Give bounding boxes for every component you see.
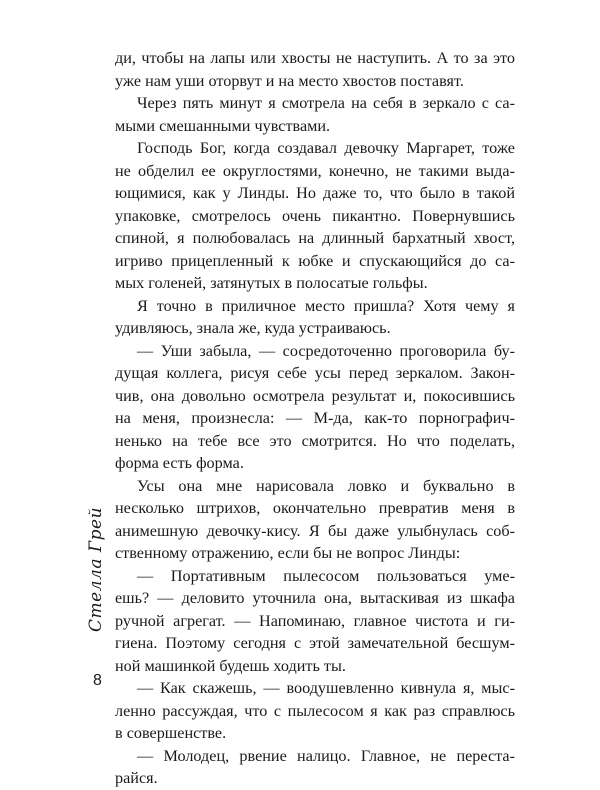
body-text	[115, 47, 515, 790]
text-line: анимешную девочку-кису. Я бы даже улыбнулась соб-	[115, 521, 515, 540]
page-number: 8	[93, 672, 102, 689]
text-line: не обделил ее округлостями, конечно, не такими выда-	[115, 161, 515, 180]
text-line: на меня, произнесла: — М-да, как-то порнографич-	[115, 409, 515, 427]
text-line: ешь? — деловито уточнила она, вытаскивая из шкафа	[115, 589, 515, 607]
text-line: игриво прицепленный к юбке и спускающийся до са-	[115, 251, 515, 270]
text-line: райся.	[115, 769, 158, 787]
text-line: — Как скажешь, — воодушевленно кивнула я, мыс-	[137, 679, 515, 697]
text-line: форма есть форма.	[115, 454, 244, 472]
text-line: в совершенстве.	[115, 724, 227, 742]
text-line: ненько на тебе все это смотрится. Но что поделать,	[115, 431, 515, 450]
text-line: несколько штрихов, окончательно превратив меня в	[115, 499, 515, 517]
text-line: дущая коллега, рисуя себе усы перед зеркалом. Закон-	[115, 364, 515, 382]
text-line: — Портативным пылесосом пользоваться уме-	[137, 566, 515, 585]
text-line: Через пять минут я смотрела на себя в зеркало с са-	[137, 94, 515, 112]
text-line: Я точно в приличное место пришла? Хотя чему я	[137, 296, 515, 315]
text-line: гиена. Поэтому сегодня с этой замечательной бесшум-	[115, 634, 515, 652]
text-line: Господь Бог, когда создавал девочку Маргарет, тоже	[137, 139, 515, 157]
text-line: ной машинкой будешь ходить ты.	[115, 656, 346, 675]
text-line: чив, она довольно осмотрела результат и, покосившись	[115, 386, 515, 405]
text-line: — Молодец, рвение налицо. Главное, не переста-	[137, 746, 515, 765]
text-line: Усы она мне нарисовала ловко и буквально в	[137, 476, 515, 495]
text-line: — Уши забыла, — сосредоточенно проговорила бу-	[137, 341, 515, 360]
text-line: мых голеней, затянутых в полосатые гольфы.	[115, 274, 428, 292]
text-line: ственному отражению, если бы не вопрос Линды:	[115, 544, 461, 562]
text-line: мыми смешанными чувствами.	[115, 116, 331, 135]
text-line: ручной агрегат. — Напоминаю, главное чистота и ги-	[115, 611, 515, 630]
text-line: удивляюсь, знала же, куда устраиваюсь.	[115, 319, 391, 337]
text-line: упаковке, смотрелось очень пикантно. Повернувшись	[115, 206, 515, 225]
text-line: ющимися, как у Линды. Но даже то, что было в такой	[115, 184, 515, 202]
text-line: спиной, я полюбовалась на длинный бархатный хвост,	[115, 229, 515, 247]
text-line: ди, чтобы на лапы или хвосты не наступить. А то за это	[115, 49, 515, 67]
text-line: уже нам уши оторвут и на место хвостов поставят.	[115, 71, 464, 90]
running-author-name: Стелла Грей	[86, 506, 106, 632]
text-line: ленно рассуждая, что с пылесосом я как раз справлюсь	[115, 701, 515, 720]
